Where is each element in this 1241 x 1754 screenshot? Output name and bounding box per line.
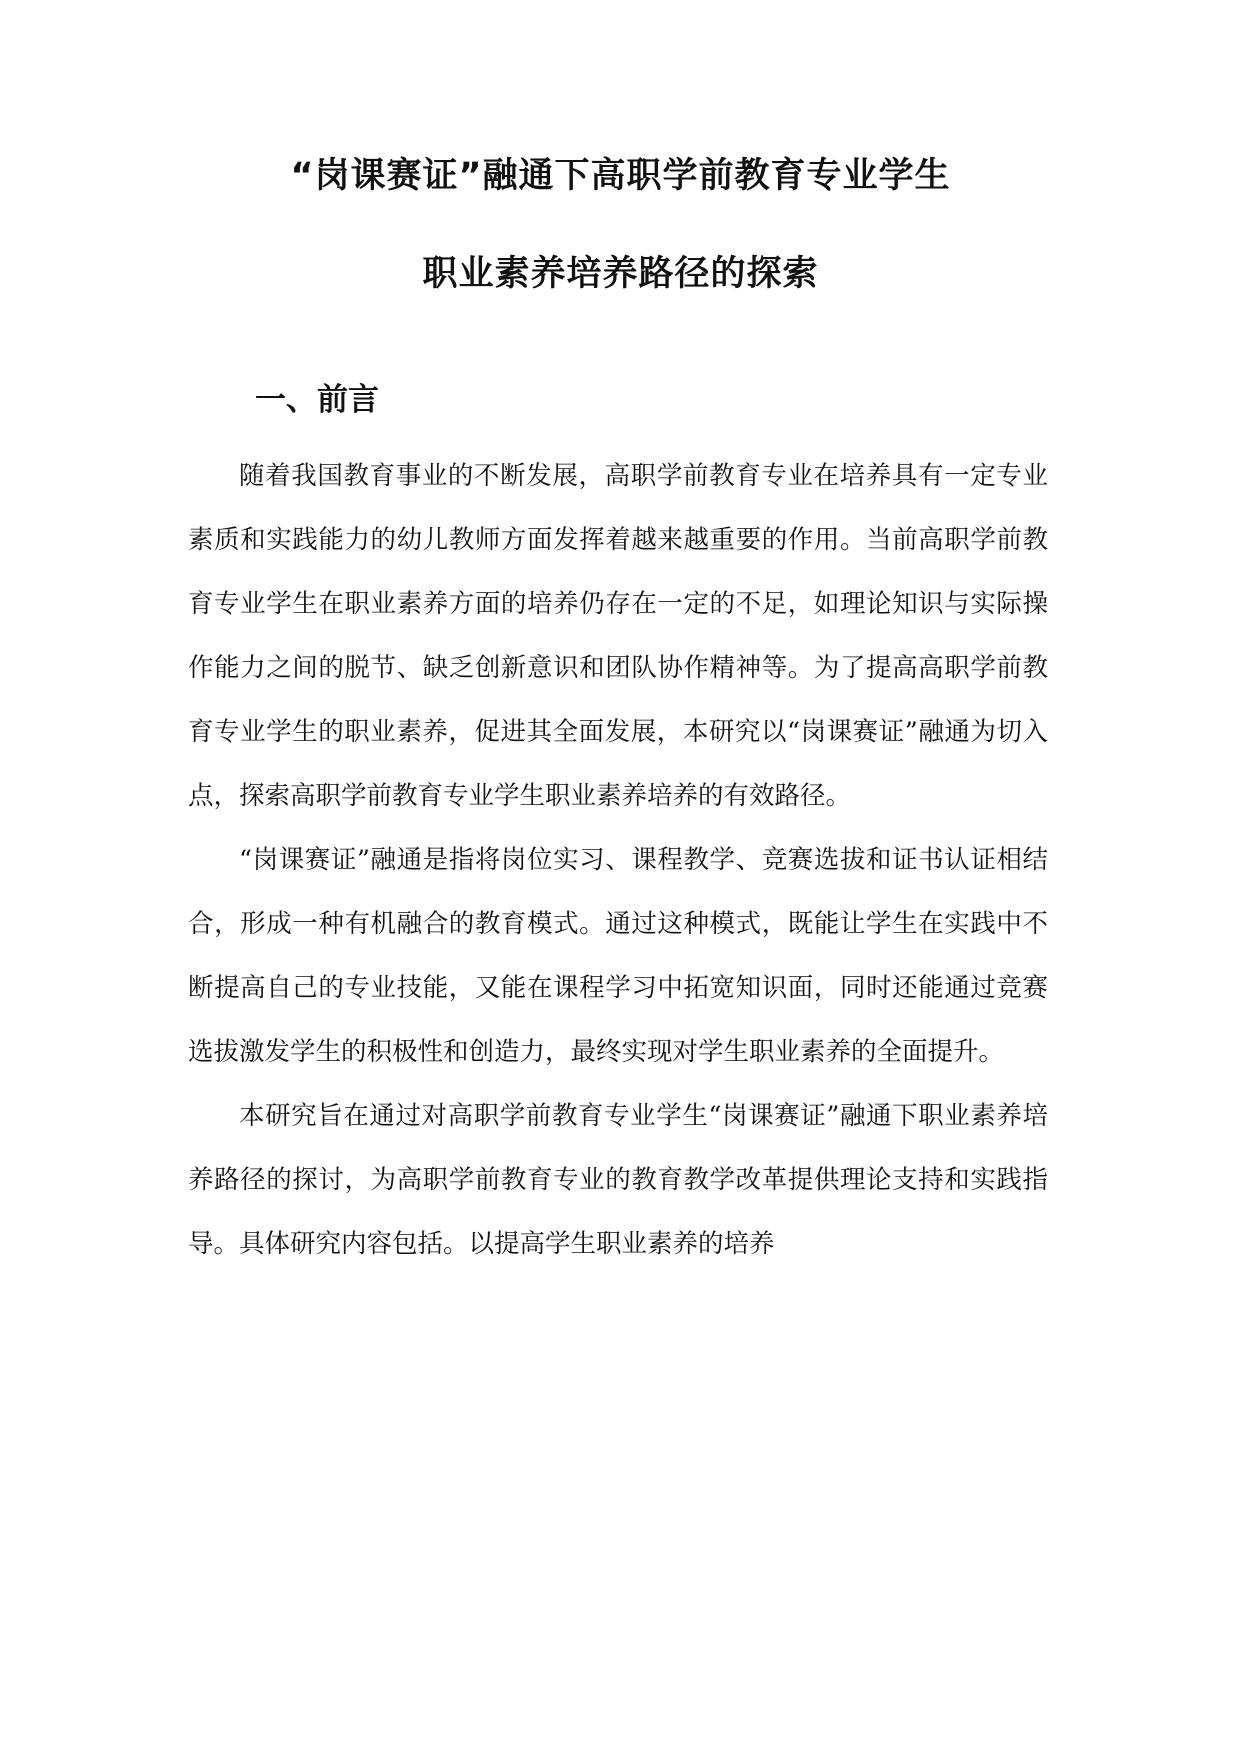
paragraph-1: 随着我国教育事业的不断发展，高职学前教育专业在培养具有一定专业素质和实践能力的幼儿教师方面发挥着越来越重要的作用。当前高职学前教育专业学生在职业素养方面的培养仍存在一定的不足，如理论知识与实际操作能力之间的脱节、缺乏创新意识和团队协作精神等。为了提高高职学前教育专业学生的职业素养，促进其全面发展，本研究以“岗课赛证”融通为切入点，探索高职学前教育专业学生职业素养培养的有效路径。 [188,461,1048,811]
section-heading: 一、前言 [255,382,379,418]
paragraph-3: 本研究旨在通过对高职学前教育专业学生“岗课赛证”融通下职业素养培养路径的探讨，为高职学前教育专业的教育教学改革提供理论支持和实践指导。具体研究内容包括。以提高学生职业素养的培养 [188,1101,1048,1259]
body-text [188,444,1048,1276]
paragraph-2: “岗课赛证”融通是指将岗位实习、课程教学、竞赛选拔和证书认证相结合，形成一种有机融合的教育模式。通过这种模式，既能让学生在实践中不断提高自己的专业技能，又能在课程学习中拓宽知识面，同时还能通过竞赛选拔激发学生的积极性和创造力，最终实现对学生职业素养的全面提升。 [188,845,1048,1067]
document-title-line-1: “岗课赛证”融通下高职学前教育专业学生 [290,156,951,196]
document-title-line-2: 职业素养培养路径的探索 [422,254,819,294]
